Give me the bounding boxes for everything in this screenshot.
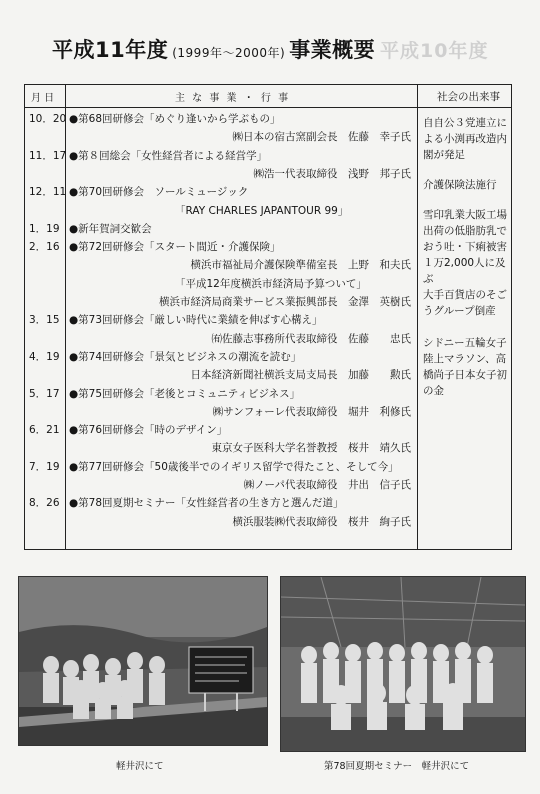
faded-background-title: 平成10年度 — [380, 40, 489, 62]
event-date: 6．21 — [29, 424, 60, 437]
event-row — [159, 295, 411, 309]
header-social: 社会の出来事 — [437, 91, 500, 103]
event-row — [213, 405, 411, 419]
event-detail: ㈱サンフォーレ代表取締役 堀井 利修氏 — [212, 405, 411, 418]
caption-left-photo: 軽井沢にて — [116, 761, 164, 772]
title-tail: 事業概要 — [289, 38, 376, 62]
title-main: 平成11年度 — [52, 38, 169, 62]
social-event: 介護保険法施行 — [423, 179, 497, 191]
event-detail: 「平成12年度横浜市経済局予算ついて」 — [175, 277, 367, 290]
event-detail: ㈲佐藤志事務所代表取締役 佐藤 忠氏 — [211, 332, 411, 345]
event-detail: ㈱ノーパ代表取締役 井出 信子氏 — [243, 479, 411, 491]
event-detail: 「RAY CHARLES JAPANTOUR 99」 — [175, 204, 349, 217]
photo-summer-seminar-group — [280, 576, 526, 752]
event-row — [233, 515, 412, 529]
event-title: ●第74回研修会「景気とビジネスの潮流を読む」 — [69, 350, 302, 363]
event-title: ●第73回研修会「厳しい時代に業績を伸ばす心構え」 — [69, 314, 323, 327]
event-detail: ㈱日本の宿古窯副会長 佐藤 幸子氏 — [232, 131, 411, 144]
event-title: ●第76回研修会「時のデザイン」 — [69, 424, 228, 437]
event-title: ●第72回研修会「スタート間近・介護保険」 — [69, 241, 281, 254]
event-detail: 東京女子医科大学名誉教授 桜井 靖久氏 — [211, 442, 411, 455]
events-table — [24, 84, 512, 550]
event-row — [212, 441, 412, 455]
event-detail: 横浜服装㈱代表取締役 桜井 絢子氏 — [232, 515, 411, 528]
header-divider — [25, 107, 511, 108]
event-row — [233, 130, 412, 144]
event-detail: 横浜市経済局商業サービス業振興部長 金澤 英樹氏 — [159, 296, 411, 308]
header-date: 月 日 — [31, 93, 55, 104]
photo-karuizawa-garden — [18, 576, 268, 746]
event-row — [175, 204, 348, 218]
header-events: 主 な 事 業 ・ 行 事 — [175, 93, 291, 104]
social-event: シドニー五輪女子陸上マラソン、高橋尚子日本女子初の金 — [423, 337, 507, 397]
event-title: ●第８回総会「女性経営者による経営学」 — [69, 149, 268, 162]
event-date: 3．15 — [29, 314, 60, 327]
event-date: 7．19 — [29, 460, 60, 473]
event-row — [175, 277, 367, 291]
event-date: 12．11 — [29, 186, 67, 199]
social-event: 自自公３党連立による小渕再改造内閣が発足 — [423, 117, 507, 161]
event-title: ●第68回研修会「めぐり逢いから学ぶもの」 — [69, 113, 281, 125]
event-date: 11．17 — [29, 149, 67, 162]
event-date: 5．17 — [29, 387, 60, 400]
event-date: 8．26 — [29, 497, 60, 510]
event-title: ●第77回研修会「50歳後半でのイギリス留学で得たこと、そして今」 — [69, 460, 399, 473]
event-row — [191, 368, 412, 382]
event-title: ●新年賀詞交歓会 — [69, 222, 152, 235]
social-event: 大手百貨店のそごうグループ倒産 — [423, 289, 507, 317]
event-title: ●第78回夏期セミナー「女性経営者の生き方と選んだ道」 — [69, 497, 344, 510]
event-title: ●第70回研修会 ソールミュージック — [69, 186, 249, 199]
event-detail: ㈱浩一代表取締役 浅野 邦子氏 — [253, 167, 411, 180]
event-date: 2．16 — [29, 241, 60, 254]
event-date: 10．20 — [29, 113, 67, 125]
event-title: ●第75回研修会「老後とコミュニティビジネス」 — [69, 387, 301, 400]
social-event: 雪印乳業大阪工場出荷の低脂肪乳でおう吐・下痢被害１万2,000人に及ぶ — [423, 209, 507, 285]
event-date: 1．19 — [29, 222, 60, 235]
event-row — [244, 478, 411, 492]
event-row — [191, 258, 412, 272]
event-date: 4．19 — [29, 350, 60, 363]
event-row — [212, 332, 412, 346]
event-detail: 横浜市福祉局介護保険準備室長 上野 和夫氏 — [190, 259, 411, 272]
page-title — [52, 34, 375, 64]
event-row — [254, 167, 412, 181]
title-year-range: (1999年〜2000年) — [172, 46, 286, 60]
event-detail: 日本経済新聞社横浜支局支局長 加藤 勲氏 — [190, 369, 411, 382]
caption-right-photo: 第78回夏期セミナー 軽井沢にて — [324, 761, 470, 772]
social-column-divider — [417, 85, 418, 549]
